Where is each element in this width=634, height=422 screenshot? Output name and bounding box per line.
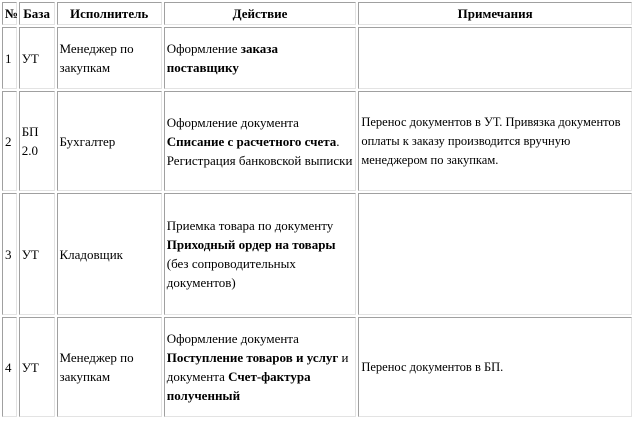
action-document-name: Приходный ордер на товары [166,237,336,252]
cell-action [164,91,357,191]
cell-base: БП 2.0 [19,91,55,191]
action-text: (без сопроводительных документов) [166,256,296,290]
cell-executor: Менеджер по закупкам [57,27,162,89]
action-text: Приемка товара по документу [166,218,334,233]
table-row [2,91,632,191]
cell-action [164,27,357,89]
cell-executor: Кладовщик [57,193,162,315]
action-document-name: Счет-фактура полученный [166,369,311,403]
table-row [2,317,632,417]
action-text: и документа [166,350,349,384]
cell-number: 1 [2,27,17,89]
header-notes: Примечания [358,2,632,25]
header-base: База [19,2,55,25]
cell-notes: Перенос документов в БП. [358,317,632,417]
cell-action [164,317,357,417]
table-row [2,27,632,89]
cell-number: 3 [2,193,17,315]
table-header-row [2,2,632,25]
header-number: № [2,2,17,25]
cell-notes [358,193,632,315]
cell-action [164,193,357,315]
cell-notes [358,27,632,89]
action-text: Оформление документа [166,114,299,130]
action-text: Оформление документа [166,331,299,346]
action-text: Оформление [166,41,241,56]
cell-number: 2 [2,91,17,191]
action-document-name: Списание с расчетного счета [166,133,337,149]
cell-base: УТ [19,27,55,89]
cell-executor: Бухгалтер [57,91,162,191]
cell-notes: Перенос документов в УТ. Привязка документов оплаты к заказу производится вручную менеджером по закупкам. [358,91,632,191]
action-document-name: заказа поставщику [166,41,279,75]
cell-executor: Менеджер по закупкам [57,317,162,417]
table-row [2,193,632,315]
cell-base: УТ [19,193,55,315]
header-executor: Исполнитель [57,2,162,25]
cell-number: 4 [2,317,17,417]
action-document-name: Поступление товаров и услуг [166,350,339,365]
action-text: . Регистрация банковской выписки [166,133,353,168]
cell-base: УТ [19,317,55,417]
header-action: Действие [164,2,357,25]
